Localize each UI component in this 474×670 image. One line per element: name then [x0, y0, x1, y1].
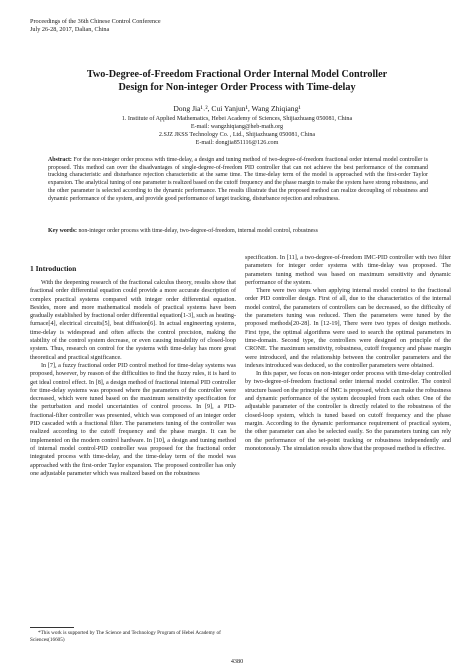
paragraph: In [7], a fuzzy fractional order PID control method for time-delay systems was proposed, however, by reason of the difficulties to find the fuzzy rules, it is hard to get ideal control effect. In [8], a design method of fractional internal PID controller for time-delay systems was proposed where the parameters of the controller were decreased, which were tuned based on the maximum sensitivity specification for the perturbation and model uncertainties of control process. In [9], a PID-fractional-filter controller was presented, which was composed of an integer order PID cascaded with a fractional filter. The parameters tuning of the controller was realized according to the cutoff frequency and the phase margin. It can be implemented on the modern control hardware. In [10], a design and tuning method of internal model control-PID controller was proposed for the fractional order integrated process with time-delay, and the time-delay term of the model was approached with the first-order Taylor expansion. The proposed controller has only one adjustable parameter which was realized based on the robustness: [30, 362, 236, 477]
section-heading-introduction: 1 Introduction: [30, 264, 77, 273]
conference-date: July 26-28, 2017, Dalian, China: [30, 26, 110, 33]
keywords-label: Key words:: [48, 228, 77, 234]
paper-title-line-1: Two-Degree-of-Freedom Fractional Order Internal Model Controller: [86, 69, 388, 80]
paragraph: In this paper, we focus on non-integer order process with time-delay controlled by two-degree-of-freedom fractional order internal model controller. The control structure based on the principle of IMC is proposed, which can make the robustness and dynamic performance of the system decoupled from each other. One of the adjustable parameter of the controller is directly related to the robustness of the closed-loop system, which is tuned based on cutoff frequency and the phase margin. According to the dynamic performance requirement of practical system, the other parameter can also be selected easily. So the parameters tuning can rely on the performance of the set-point tracking or robustness independently and monotonously. The simulation results show that the proposed method is effective.: [245, 371, 452, 452]
conference-name: Proceedings of the 36th Chinese Control Conference: [30, 18, 161, 25]
paragraph: specification. In [11], a two-degree-of-freedom IMC-PID controller with two filter parameters for integer order systems with time-delay was proposed. The parameters tuning method was based on maximum sensitivity and dynamic performance of the system.: [245, 255, 451, 286]
affiliation-2: 2.SJZ JKSS Technology Co. , Ltd., Shijiazhuang 050081, China: [158, 132, 316, 138]
affiliation-1: 1. Institute of Applied Mathematics, Hebei Academy of Sciences, Shijiazhuang 050081, China: [121, 116, 353, 122]
affiliation-2-email: E-mail: dongjia851116@126.com: [195, 140, 279, 146]
left-column: [30, 279, 236, 478]
affiliation-1-email: E-mail: wangzhiqiang@heb-math.org: [190, 124, 284, 130]
footnote: [30, 630, 236, 644]
authors: Dong Jia¹˒², Cui Yanjun¹, Wang Zhiqiang¹: [173, 104, 301, 113]
keywords-text: non-integer order process with time-delay, two-degree-of-freedom, internal model control, robustness: [78, 228, 318, 234]
abstract: [48, 157, 428, 203]
paper-title-line-2: Design for Non-integer Order Process with Time-delay: [118, 82, 356, 93]
footnote-divider: [30, 627, 74, 628]
right-column: [245, 254, 451, 453]
abstract-label: Abstract:: [48, 157, 72, 163]
abstract-text: For the non-integer order process with time-delay, a design and tuning method of two-degree-of-freedom fractional order internal model controller is proposed. This method can over the disadvantages of single-degree-of-freedom PID controller that can not achieve the best performance of the command tracking characteristic and disturbance rejection characteristic at the same time. The time-delay term of the model is approached with the first-order Taylor expansion. The analytical tuning of one parameter is realized based on the cutoff frequency and the phase margin to make the system have strong robustness, and the other parameter is selected according to the dynamic performance. The results illustrate that the proposed method can realize decoupling of robustness and dynamic performance of the system, and provide good performance of target tracking, disturbance rejection and robustness.: [48, 157, 428, 202]
paragraph: With the deepening research of the fractional calculus theory, results show that fractional order differential equation could provide a more accurate description of complex practical systems compared with integer order differential equation. Besides, more and more mathematical models of practical systems have been gradually established by fractional order differential equation[1-3], such as heating-furnace[4], electrical circuits[5], beat diffusion[6]. In actual engineering systems, time-delay is widespread and often affects the control precision, making the stability of the control system decrease, or even causing instability of closed-loop system. Thus, research on control for the systems with time-delay has more great theoretical and practical significance.: [30, 280, 236, 361]
keywords: [48, 228, 428, 236]
page-number: 4380: [230, 658, 244, 665]
footnote-text: *This work is supported by The Science and Technology Program of Hebei Academy of Sciences(16605): [30, 630, 221, 643]
paragraph: There were two steps when applying internal model control to the fractional order PID controller design. First of all, due to the characteristics of the internal model control, the parameters of controllers can be decreased, so the difficulty of the parameters tuning was reduced. Then the parameters were tuned by the proposed methods[20-28]. In [12-19], There were two types of design methods. First type, the optimal algorithms were used to search the optimal parameters in time-domain. Second type, the controllers were designed on principle of the CRONE. The maximum sensitivity, robustness, cutoff frequency and phase margin were introduced, and the relationship between the controller parameters and the indexes introduced was deduced, so the controller parameters were obtained.: [245, 288, 451, 369]
